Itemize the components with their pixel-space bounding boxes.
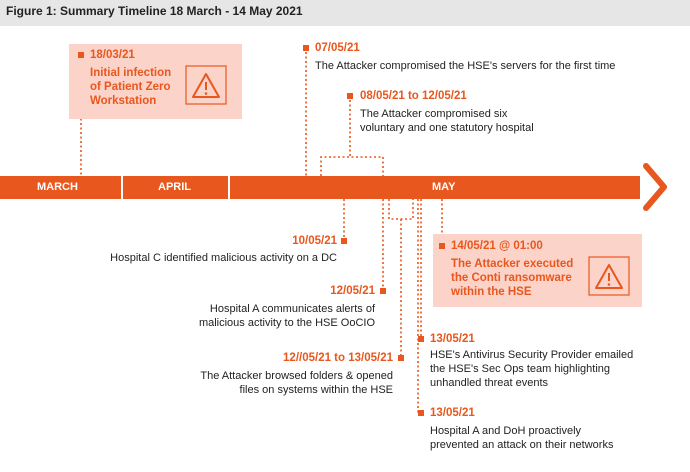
- event-date: 12//05/21 to 13/05/21: [283, 352, 393, 364]
- event-date: 13/05/21: [430, 333, 475, 345]
- event-text-line: Initial infection: [90, 67, 172, 79]
- event-marker: [439, 243, 445, 249]
- event-description: voluntary and one statutory hospital: [360, 122, 534, 134]
- timeline-bar: [0, 176, 640, 199]
- event-description: Hospital C identified malicious activity on a DC: [110, 252, 337, 264]
- event-description: The Attacker browsed folders & opened: [200, 370, 393, 382]
- event-description: HSE's Antivirus Security Provider emailed: [430, 349, 634, 361]
- event-marker: [341, 238, 347, 244]
- event-marker: [347, 93, 353, 99]
- event-description: The Attacker compromised six: [360, 108, 508, 120]
- event-date: 18/03/21: [90, 49, 135, 61]
- event-description: files on systems within the HSE: [239, 384, 393, 396]
- event-marker: [418, 410, 424, 416]
- event-marker: [78, 52, 84, 58]
- event-description: The Attacker compromised the HSE's servers for the first time: [315, 60, 616, 72]
- bracket-e6: [389, 199, 413, 219]
- warning-triangle-icon: [185, 65, 227, 105]
- event-description: Hospital A and DoH proactively: [430, 425, 582, 437]
- event-marker: [398, 355, 404, 361]
- event-text-line: within the HSE: [451, 286, 532, 298]
- event-text-line: the Conti ransomware: [451, 272, 572, 284]
- event-marker: [380, 288, 386, 294]
- event-date: 08/05/21 to 12/05/21: [360, 90, 467, 102]
- month-april: APRIL: [158, 181, 191, 193]
- event-description: the HSE's Sec Ops team highlighting: [430, 363, 611, 375]
- bracket-e3: [321, 157, 383, 176]
- event-marker: [303, 45, 309, 51]
- month-march: MARCH: [37, 181, 78, 193]
- warning-triangle-icon: [588, 256, 630, 296]
- event-date: 10/05/21: [292, 235, 337, 247]
- event-text-line: The Attacker executed: [451, 258, 574, 270]
- event-description: unhandled threat events: [430, 377, 549, 389]
- event-description: malicious activity to the HSE OoCIO: [198, 317, 375, 329]
- event-date: 07/05/21: [315, 42, 360, 54]
- event-text-line: Workstation: [90, 95, 157, 107]
- event-marker: [418, 336, 424, 342]
- event-date: 12/05/21: [330, 285, 375, 297]
- event-text-line: of Patient Zero: [90, 81, 171, 93]
- month-may: MAY: [432, 181, 456, 193]
- chevron-right-icon: [646, 166, 664, 208]
- event-date: 13/05/21: [430, 407, 475, 419]
- event-description: Hospital A communicates alerts of: [209, 303, 375, 315]
- event-description: prevented an attack on their networks: [430, 439, 614, 451]
- figure-title: Figure 1: Summary Timeline 18 March - 14 May 2021: [6, 4, 303, 18]
- event-date: 14/05/21 @ 01:00: [451, 240, 543, 252]
